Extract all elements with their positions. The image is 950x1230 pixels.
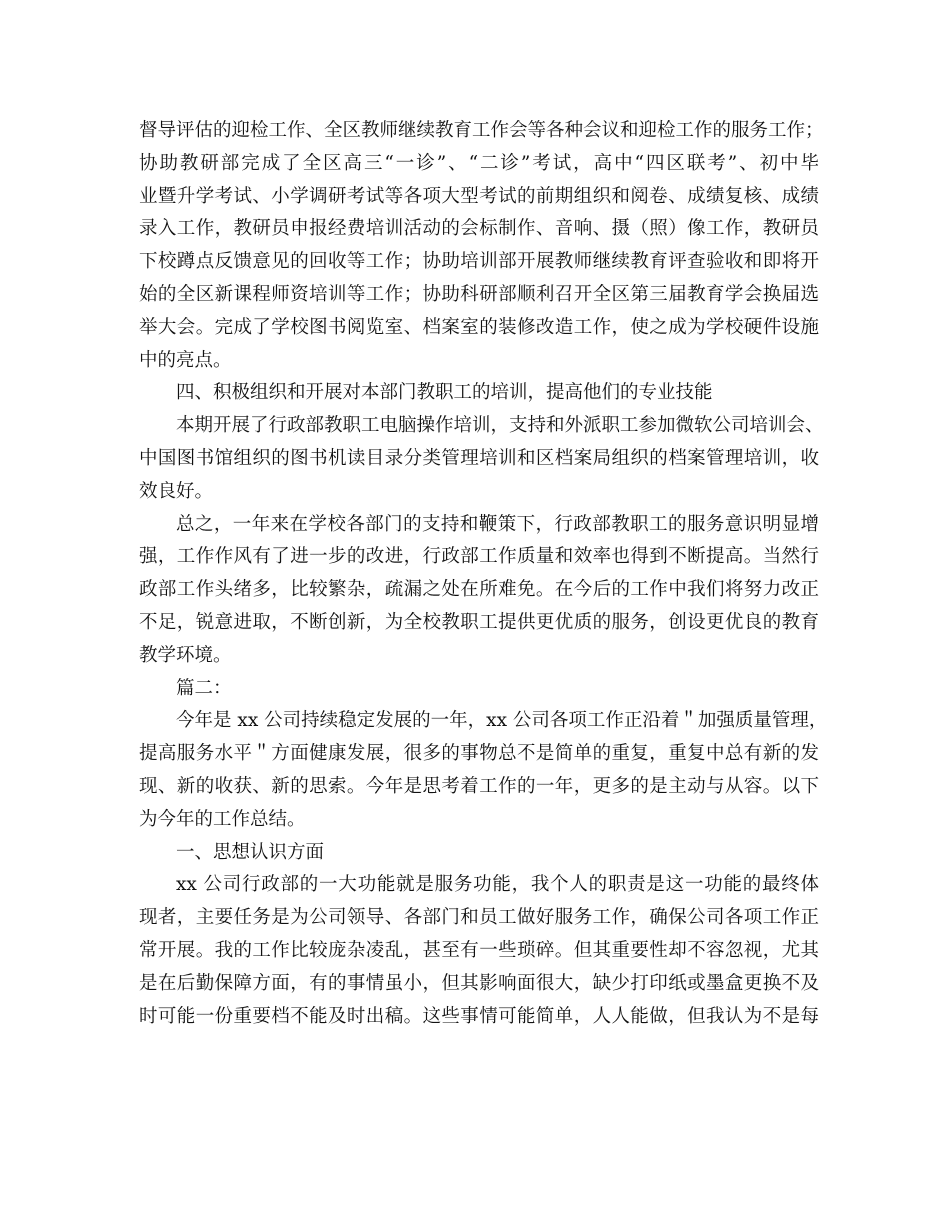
text-line: 举大会。完成了学校图书阅览室、档案室的装修改造工作，使之成为学校硬件设施	[139, 316, 819, 338]
text-line: 政部工作头绪多，比较繁杂，疏漏之处在所难免。在今后的工作中我们将努力改正	[139, 579, 819, 601]
text-line: 是在后勤保障方面，有的事情虽小，但其影响面很大，缺少打印纸或墨盒更换不及	[139, 972, 819, 994]
text-line: 一、思想认识方面	[176, 841, 325, 863]
text-line: 现、新的收获、新的思索。今年是思考着工作的一年，更多的是主动与从容。以下	[139, 775, 819, 797]
document-body	[139, 115, 828, 1033]
text-line: 为今年的工作总结。	[139, 808, 306, 830]
text-line: 录入工作，教研员申报经费培训活动的会标制作、音响、摄（照）像工作，教研员	[139, 218, 819, 240]
text-line: xx 公司行政部的一大功能就是服务功能，我个人的职责是这一功能的最终体	[176, 874, 819, 896]
text-line: 常开展。我的工作比较庞杂凌乱，甚至有一些琐碎。但其重要性却不容忽视，尤其	[139, 939, 819, 961]
text-line: 督导评估的迎检工作、全区教师继续教育工作会等各种会议和迎检工作的服务工作；	[139, 120, 824, 141]
text-line: 强，工作作风有了进一步的改进，行政部工作质量和效率也得到不断提高。当然行	[139, 546, 819, 568]
text-line: 四、积极组织和开展对本部门教职工的培训，提高他们的专业技能	[176, 382, 713, 404]
text-line: 今年是 xx 公司持续稳定发展的一年，xx 公司各项工作正沿着＂加强质量管理，	[176, 710, 828, 732]
text-line: 提高服务水平＂方面健康发展，很多的事物总不是简单的重复，重复中总有新的发	[139, 743, 819, 765]
text-line: 效良好。	[139, 480, 214, 502]
text-line: 中国图书馆组织的图书机读目录分类管理培训和区档案局组织的档案管理培训，收	[139, 447, 819, 469]
text-line: 本期开展了行政部教职工电脑操作培训，支持和外派职工参加微软公司培训会、	[176, 415, 824, 437]
text-line: 时可能一份重要档不能及时出稿。这些事情可能简单，人人能做，但我认为不是每	[139, 1005, 819, 1027]
text-line: 总之，一年来在学校各部门的支持和鞭策下，行政部教职工的服务意识明显增	[176, 513, 819, 535]
text-line: 篇二：	[176, 677, 232, 699]
text-line: 中的亮点。	[139, 349, 232, 371]
text-line: 下校蹲点反馈意见的回收等工作；协助培训部开展教师继续教育评查验收和即将开	[139, 251, 819, 273]
text-line: 现者，主要任务是为公司领导、各部门和员工做好服务工作，确保公司各项工作正	[139, 907, 819, 929]
text-line: 协助教研部完成了全区高三“一诊”、“二诊”考试，高中“四区联考”、初中毕	[139, 152, 819, 174]
text-line: 不足，锐意进取，不断创新，为全校教职工提供更优质的服务，创设更优良的教育	[139, 611, 819, 633]
text-line: 始的全区新课程师资培训等工作；协助科研部顺利召开全区第三届教育学会换届选	[139, 283, 819, 305]
text-line: 教学环境。	[139, 644, 232, 666]
text-line: 业暨升学考试、小学调研考试等各项大型考试的前期组织和阅卷、成绩复核、成绩	[139, 185, 819, 207]
